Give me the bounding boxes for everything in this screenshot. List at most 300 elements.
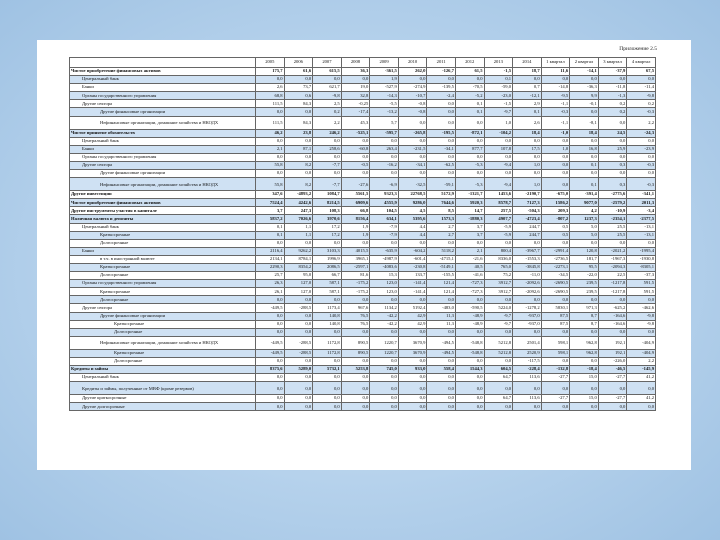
- row-label: Центральный банк: [70, 137, 256, 145]
- table-cell: 9,9: [570, 92, 599, 100]
- table-cell: 0,0: [513, 403, 542, 411]
- table-cell: -5,9: [484, 231, 513, 239]
- table-cell: -1217,8: [598, 288, 627, 296]
- table-cell: 0,0: [484, 137, 513, 145]
- table-cell: -1,5: [484, 100, 513, 108]
- table-cell: 2,7: [427, 231, 456, 239]
- table-cell: 64,7: [484, 374, 513, 382]
- table-cell: 0,0: [570, 403, 599, 411]
- table-cell: 66,7: [313, 272, 342, 280]
- table-row: [70, 312, 656, 320]
- table-cell: -10,9: [598, 207, 627, 215]
- table-cell: 1134,2: [370, 304, 399, 312]
- table-cell: -175,2: [341, 288, 370, 296]
- table-cell: 0,0: [627, 328, 656, 336]
- table-cell: -226,0: [598, 357, 627, 365]
- row-label: Нефинансовые организации, домашние хозяйства и НКОДХ: [70, 178, 256, 191]
- row-label: Чистое приобретение финансовых активов: [70, 68, 256, 76]
- table-cell: -2021,2: [598, 247, 627, 255]
- table-cell: 0,1: [455, 100, 484, 108]
- table-cell: 0,0: [513, 170, 542, 178]
- table-cell: -2775,6: [598, 191, 627, 199]
- table-cell: 257,5: [484, 207, 513, 215]
- column-header: 2014: [513, 58, 542, 68]
- table-cell: 3670,9: [398, 349, 427, 357]
- table-cell: 8156,4: [341, 215, 370, 223]
- table-cell: 0,0: [627, 153, 656, 161]
- table-row: [70, 288, 656, 296]
- table-cell: -155,5: [427, 272, 456, 280]
- table-cell: 0,0: [256, 137, 285, 145]
- table-cell: -22,0: [570, 272, 599, 280]
- table-cell: 0,0: [627, 239, 656, 247]
- table-cell: 0,0: [398, 382, 427, 395]
- row-label: Нефинансовые организации, домашние хозяйства и НКОДХ: [70, 116, 256, 129]
- table-cell: -13,1: [627, 231, 656, 239]
- table-cell: 0,0: [313, 296, 342, 304]
- table-cell: -9,7: [484, 108, 513, 116]
- table-cell: -2092,6: [513, 280, 542, 288]
- table-cell: -449,5: [256, 349, 285, 357]
- column-header: 2011: [427, 58, 456, 68]
- row-label: Банки: [70, 84, 256, 92]
- row-label: Долгосрочные: [70, 272, 256, 280]
- table-cell: 0,0: [455, 357, 484, 365]
- table-cell: -37,3: [627, 272, 656, 280]
- table-row: [70, 247, 656, 255]
- table-cell: -231,5: [398, 145, 427, 153]
- table-cell: 0,0: [341, 374, 370, 382]
- table-row: [70, 263, 656, 271]
- table-row: [70, 76, 656, 84]
- table-cell: 0,0: [398, 76, 427, 84]
- table-cell: 75,2: [484, 272, 513, 280]
- table-cell: -2597,1: [341, 263, 370, 271]
- table-cell: 0,0: [341, 328, 370, 336]
- row-label: Краткосрочные: [70, 288, 256, 296]
- table-cell: 5,0: [570, 231, 599, 239]
- table-cell: 16,8: [570, 145, 599, 153]
- table-cell: 0,0: [570, 153, 599, 161]
- table-cell: -2354,1: [598, 215, 627, 223]
- table-cell: -341,1: [627, 191, 656, 199]
- table-cell: 0,0: [313, 395, 342, 403]
- table-cell: 3912,7: [484, 288, 513, 296]
- table-cell: 87,5: [541, 312, 570, 320]
- table-cell: 0,0: [427, 76, 456, 84]
- table-cell: -1880,3: [455, 215, 484, 223]
- table-container: [69, 57, 656, 411]
- table-cell: 120,8: [570, 247, 599, 255]
- table-cell: -3967,7: [513, 247, 542, 255]
- table-cell: 3,7: [455, 231, 484, 239]
- table-cell: -4893,2: [284, 191, 313, 199]
- table-cell: -2736,5: [541, 255, 570, 263]
- table-cell: 0,0: [541, 328, 570, 336]
- table-cell: -2092,6: [513, 288, 542, 296]
- table-cell: -34,1: [427, 145, 456, 153]
- table-cell: 0,0: [313, 137, 342, 145]
- table-row: [70, 170, 656, 178]
- table-cell: 0,1: [256, 231, 285, 239]
- table-cell: -4083,6: [370, 263, 399, 271]
- table-row: [70, 349, 656, 357]
- row-label: Банки: [70, 145, 256, 153]
- table-cell: 0,0: [256, 320, 285, 328]
- table-cell: 591,5: [627, 280, 656, 288]
- table-cell: -462,6: [627, 304, 656, 312]
- row-label: Другие финансовые организации: [70, 312, 256, 320]
- table-cell: 0,0: [398, 374, 427, 382]
- table-cell: -59,1: [427, 178, 456, 191]
- table-cell: 0,0: [398, 153, 427, 161]
- table-cell: 73,7: [284, 84, 313, 92]
- table-cell: 84,3: [284, 100, 313, 108]
- column-header: 2009: [370, 58, 399, 68]
- table-cell: 5,0: [570, 223, 599, 231]
- table-cell: 5395,6: [398, 215, 427, 223]
- table-cell: 0,0: [370, 357, 399, 365]
- table-row: [70, 116, 656, 129]
- table-cell: -41,6: [455, 272, 484, 280]
- row-label: Долгосрочные: [70, 328, 256, 336]
- header-corner: [70, 58, 256, 68]
- table-cell: -8305,1: [627, 263, 656, 271]
- table-cell: 0,3: [598, 161, 627, 169]
- table-row: [70, 199, 656, 207]
- table-cell: 5212,8: [484, 336, 513, 349]
- table-cell: 0,0: [370, 328, 399, 336]
- table-cell: 262,0: [398, 68, 427, 76]
- table-cell: 87,1: [284, 145, 313, 153]
- table-cell: 0,0: [541, 382, 570, 395]
- table-cell: 5253,8: [341, 366, 370, 374]
- row-label: Другие финансовые организации: [70, 170, 256, 178]
- table-cell: -5,3: [455, 161, 484, 169]
- table-cell: 8,5: [427, 207, 456, 215]
- table-cell: -3845,8: [513, 263, 542, 271]
- table-cell: 591,5: [627, 288, 656, 296]
- table-cell: 0,0: [598, 76, 627, 84]
- table-cell: 0,0: [484, 170, 513, 178]
- table-cell: 0,0: [256, 382, 285, 395]
- column-header: 2013: [484, 58, 513, 68]
- table-cell: 26,1: [256, 288, 285, 296]
- document-page: [37, 40, 691, 470]
- table-cell: 0,0: [284, 320, 313, 328]
- table-cell: -2,4: [427, 92, 456, 100]
- row-label: в т.ч. в иностранной валюте: [70, 255, 256, 263]
- table-cell: 587,1: [313, 288, 342, 296]
- table-cell: -2094,3: [598, 263, 627, 271]
- table-cell: -5,3: [455, 178, 484, 191]
- table-cell: 615,5: [313, 68, 342, 76]
- table-cell: 244,7: [513, 223, 542, 231]
- table-cell: -404,9: [627, 336, 656, 349]
- table-cell: -5,5: [370, 100, 399, 108]
- table-cell: 1,0: [484, 116, 513, 129]
- table-row: [70, 403, 656, 411]
- table-row: [70, 357, 656, 365]
- row-label: Органы государственного управления: [70, 153, 256, 161]
- table-cell: 42,9: [398, 312, 427, 320]
- table-cell: -195,5: [427, 129, 456, 137]
- table-cell: 239,5: [570, 288, 599, 296]
- table-cell: -37,9: [598, 68, 627, 76]
- table-cell: 4907,7: [484, 215, 513, 223]
- row-label: Долгосрочные: [70, 357, 256, 365]
- table-cell: 2,5: [313, 100, 342, 108]
- table-cell: -23,0: [484, 92, 513, 100]
- table-cell: 111,5: [256, 116, 285, 129]
- table-cell: 113,6: [513, 374, 542, 382]
- table-cell: 15,0: [570, 374, 599, 382]
- table-cell: 5837,2: [256, 215, 285, 223]
- table-cell: 5212,8: [484, 349, 513, 357]
- table-cell: 0,0: [341, 403, 370, 411]
- table-cell: 0,0: [427, 239, 456, 247]
- table-cell: -590,5: [455, 304, 484, 312]
- table-cell: 1,1: [284, 223, 313, 231]
- table-cell: 604,5: [484, 366, 513, 374]
- table-cell: 0,0: [284, 296, 313, 304]
- table-cell: 0,0: [513, 76, 542, 84]
- table-cell: 0,0: [313, 239, 342, 247]
- table-cell: -2579,2: [598, 199, 627, 207]
- table-cell: -0,3: [627, 161, 656, 169]
- table-cell: -9,8: [627, 312, 656, 320]
- table-cell: 9262,2: [284, 247, 313, 255]
- row-label: Краткосрочные: [70, 231, 256, 239]
- table-cell: 0,0: [370, 153, 399, 161]
- table-cell: 587,1: [313, 280, 342, 288]
- table-cell: 244,7: [513, 231, 542, 239]
- table-cell: 0,0: [427, 328, 456, 336]
- table-cell: 598,1: [541, 336, 570, 349]
- table-row: [70, 191, 656, 199]
- table-cell: 0,1: [455, 108, 484, 116]
- table-cell: 0,0: [313, 382, 342, 395]
- table-cell: -0,5: [341, 161, 370, 169]
- table-cell: 2,2: [627, 116, 656, 129]
- table-cell: -48,9: [455, 312, 484, 320]
- table-cell: 107,8: [484, 145, 513, 153]
- row-label: Органы государственного управления: [70, 92, 256, 100]
- table-cell: -2991,4: [541, 247, 570, 255]
- table-cell: 5732,1: [313, 366, 342, 374]
- table-cell: -24,3: [627, 129, 656, 137]
- table-cell: -6,9: [370, 178, 399, 191]
- table-cell: -449,5: [256, 304, 285, 312]
- table-cell: 1586,2: [541, 199, 570, 207]
- table-cell: -27,6: [341, 178, 370, 191]
- table-cell: 0,1: [570, 178, 599, 191]
- row-label: Краткосрочные: [70, 320, 256, 328]
- table-cell: -2273,1: [541, 263, 570, 271]
- table-cell: 0,0: [427, 382, 456, 395]
- table-cell: 0,0: [398, 357, 427, 365]
- table-cell: 5192,4: [398, 304, 427, 312]
- table-cell: 36,3: [341, 68, 370, 76]
- table-cell: -0,8: [398, 100, 427, 108]
- table-cell: -175,2: [341, 280, 370, 288]
- table-cell: 0,0: [341, 153, 370, 161]
- table-cell: -11,8: [598, 84, 627, 92]
- table-cell: -404,9: [627, 349, 656, 357]
- table-cell: -60,8: [341, 145, 370, 153]
- table-cell: -5149,1: [427, 263, 456, 271]
- table-cell: -2690,5: [541, 288, 570, 296]
- table-cell: 1172,8: [313, 349, 342, 357]
- table-row: [70, 255, 656, 263]
- table-cell: -807,2: [541, 215, 570, 223]
- table-row: [70, 178, 656, 191]
- table-cell: 0,0: [341, 170, 370, 178]
- table-cell: -527,9: [370, 84, 399, 92]
- table-cell: 25,5: [598, 223, 627, 231]
- table-cell: -5,2: [455, 92, 484, 100]
- table-row: [70, 320, 656, 328]
- table-cell: 0,0: [284, 395, 313, 403]
- table-cell: 0,0: [284, 357, 313, 365]
- table-cell: 0,0: [598, 170, 627, 178]
- table-cell: 0,3: [598, 178, 627, 191]
- table-cell: 46,2: [256, 129, 285, 137]
- table-cell: -11,4: [627, 84, 656, 92]
- table-cell: 87,5: [541, 320, 570, 328]
- table-cell: 0,0: [341, 296, 370, 304]
- table-cell: 0,0: [427, 137, 456, 145]
- table-cell: 0,0: [284, 312, 313, 320]
- table-cell: -1995,4: [627, 247, 656, 255]
- table-cell: 0,0: [455, 137, 484, 145]
- column-header: 2010: [398, 58, 427, 68]
- table-cell: -274,9: [398, 84, 427, 92]
- table-cell: -1,5: [484, 68, 513, 76]
- table-cell: 55,8: [256, 161, 285, 169]
- table-cell: -2690,5: [541, 280, 570, 288]
- table-cell: 22,5: [598, 272, 627, 280]
- table-cell: 598,1: [541, 349, 570, 357]
- table-cell: 634,1: [370, 215, 399, 223]
- table-cell: 0,0: [541, 137, 570, 145]
- table-cell: -27,7: [541, 395, 570, 403]
- table-cell: 25,9: [598, 145, 627, 153]
- table-cell: 0,0: [341, 357, 370, 365]
- table-cell: 0,0: [284, 153, 313, 161]
- table-cell: -1217,8: [598, 280, 627, 288]
- table-cell: 1220,7: [370, 336, 399, 349]
- table-cell: 0,0: [427, 374, 456, 382]
- table-cell: 0,0: [627, 296, 656, 304]
- table-cell: 0,0: [370, 382, 399, 395]
- table-row: [70, 395, 656, 403]
- table-cell: -7,9: [370, 223, 399, 231]
- table-cell: -1278,2: [513, 304, 542, 312]
- table-cell: 2116,4: [256, 247, 285, 255]
- table-cell: -13,1: [627, 223, 656, 231]
- table-cell: -42,2: [370, 320, 399, 328]
- table-cell: 0,0: [570, 296, 599, 304]
- table-row: [70, 100, 656, 108]
- table-cell: 2011,3: [627, 199, 656, 207]
- table-cell: 890,5: [341, 336, 370, 349]
- column-header: 2008: [341, 58, 370, 68]
- table-row: [70, 374, 656, 382]
- table-cell: -4987,9: [370, 255, 399, 263]
- table-row: [70, 336, 656, 349]
- table-cell: 0,0: [341, 239, 370, 247]
- table-row: [70, 108, 656, 116]
- table-cell: -13,2: [370, 108, 399, 116]
- table-cell: 0,1: [570, 161, 599, 169]
- table-cell: -361,5: [370, 68, 399, 76]
- table-cell: 3,7: [256, 207, 285, 215]
- table-cell: 0,0: [598, 382, 627, 395]
- table-cell: 0,0: [427, 170, 456, 178]
- table-cell: -7,7: [313, 178, 342, 191]
- table-cell: 7026,6: [284, 215, 313, 223]
- table-cell: 800,4: [484, 247, 513, 255]
- table-cell: 123,0: [370, 280, 399, 288]
- table-cell: -14,3: [370, 92, 399, 100]
- table-cell: 0,0: [484, 403, 513, 411]
- table-cell: 1,9: [341, 231, 370, 239]
- table-cell: 40,5: [455, 263, 484, 271]
- table-cell: 3965,1: [341, 255, 370, 263]
- column-header: 2012: [455, 58, 484, 68]
- table-cell: -9,7: [484, 320, 513, 328]
- table-cell: 0,0: [598, 137, 627, 145]
- table-cell: -27,7: [598, 395, 627, 403]
- row-label: Другие инструменты участия в капитале: [70, 207, 256, 215]
- table-cell: 0,0: [256, 374, 285, 382]
- table-cell: -4715,1: [427, 255, 456, 263]
- table-cell: 0,0: [455, 403, 484, 411]
- table-cell: -3,4: [627, 207, 656, 215]
- table-cell: 5118,2: [427, 247, 456, 255]
- table-cell: 45,3: [341, 116, 370, 129]
- table-cell: 0,0: [541, 161, 570, 169]
- row-label: Другие долгосрочные: [70, 403, 256, 411]
- table-cell: 11,6: [541, 68, 570, 76]
- table-cell: 181,7: [570, 255, 599, 263]
- table-cell: 2,2: [313, 116, 342, 129]
- table-cell: -7,9: [370, 231, 399, 239]
- table-cell: 0,0: [370, 296, 399, 304]
- table-row: [70, 84, 656, 92]
- table-cell: 0,1: [513, 108, 542, 116]
- table-cell: 0,0: [256, 328, 285, 336]
- table-cell: 15,3: [370, 272, 399, 280]
- table-cell: 0,0: [256, 108, 285, 116]
- table-cell: 0,0: [570, 382, 599, 395]
- table-row: [70, 328, 656, 336]
- table-cell: 5224,0: [484, 304, 513, 312]
- row-label: Кредиты и займы, полученные от МВФ (кроме резервов): [70, 382, 256, 395]
- table-cell: 140,8: [313, 312, 342, 320]
- row-label: Другие краткосрочные: [70, 395, 256, 403]
- table-cell: -9,4: [484, 161, 513, 169]
- table-cell: -504,3: [513, 207, 542, 215]
- table-cell: 0,0: [398, 239, 427, 247]
- table-cell: 2,2: [627, 357, 656, 365]
- table-cell: 0,0: [313, 153, 342, 161]
- table-cell: 123,0: [370, 288, 399, 296]
- table-cell: 11,3: [427, 312, 456, 320]
- table-cell: 0,5: [541, 223, 570, 231]
- table-cell: 0,7: [513, 84, 542, 92]
